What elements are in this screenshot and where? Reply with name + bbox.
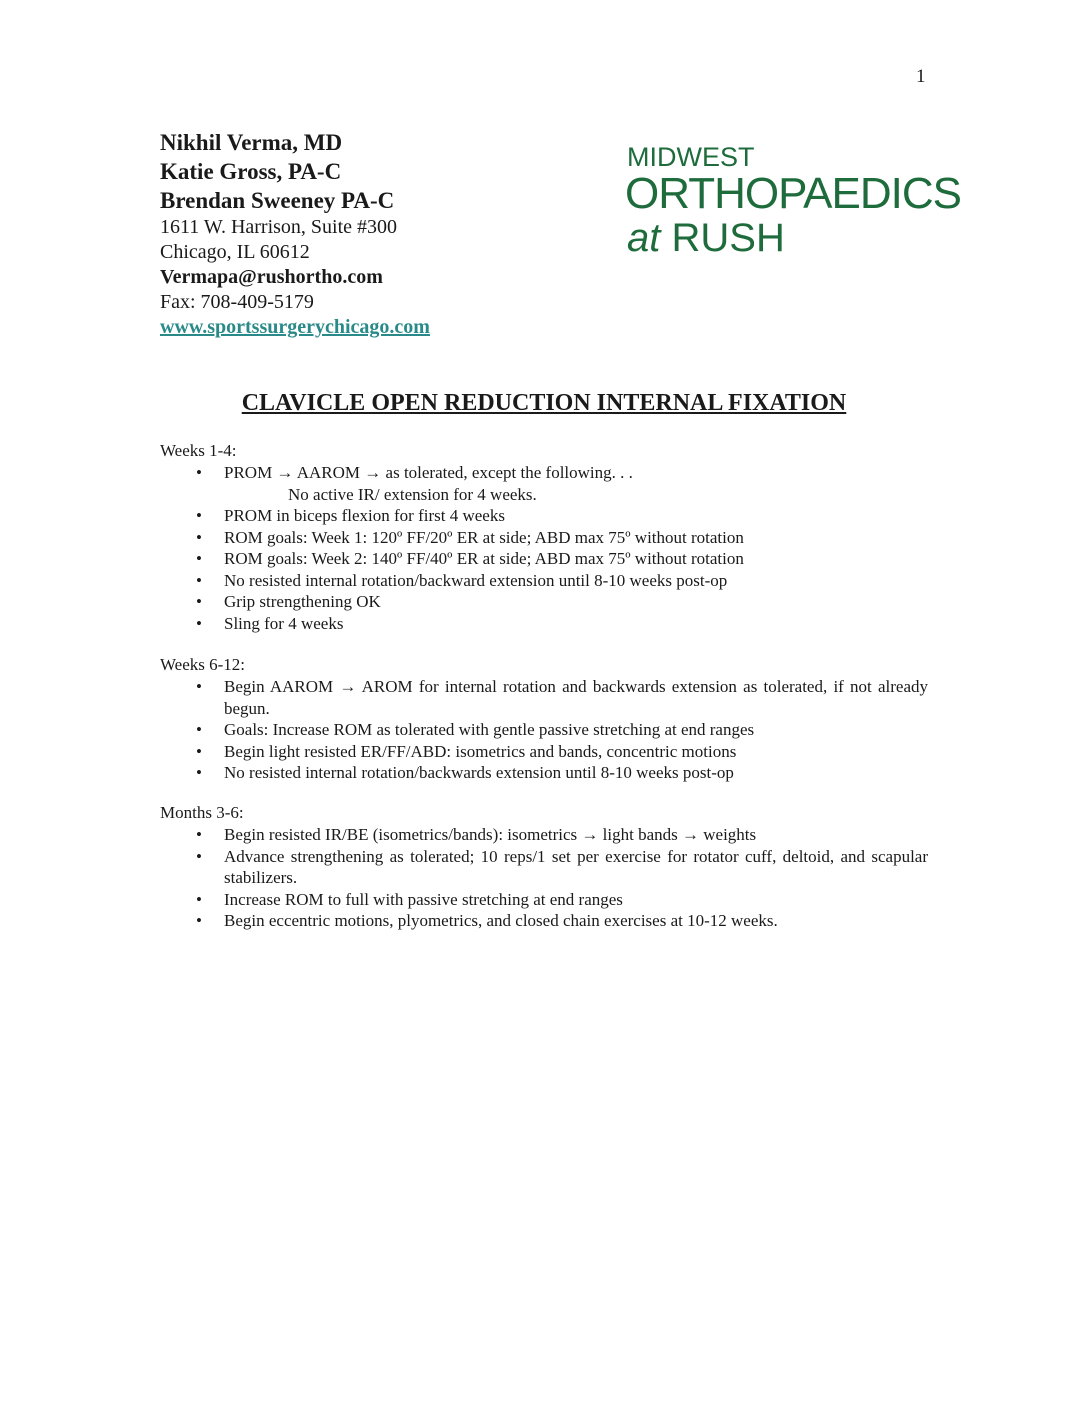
bullet-icon: • [196,463,202,482]
item-text: No resisted internal rotation/backwards extension until 8-10 weeks post-op [224,763,734,782]
title-text: CLAVICLE OPEN REDUCTION INTERNAL FIXATION [241,390,847,416]
contact-block [160,128,430,340]
bullet-list [160,462,928,634]
bullet-icon: • [196,825,202,844]
pa-name-1: Katie Gross, PA-C [160,159,342,184]
item-text: Increase ROM to full with passive stretching at end ranges [224,889,623,909]
section-months-3-6 [160,802,928,932]
logo-rush: RUSH [671,216,785,260]
bullet-icon: • [196,549,202,568]
bullet-icon: • [196,720,202,739]
list-item [160,591,928,613]
bullet-icon: • [196,527,202,547]
item-text: Grip strengthening OK [224,592,381,611]
website-link[interactable]: www.sportssurgerychicago.com [160,316,430,338]
physician-name: Nikhil Verma, MD [160,130,343,155]
item-text: Sling for 4 weeks [224,613,344,633]
list-item [160,910,928,932]
list-item [160,741,928,763]
address-line-1: 1611 W. Harrison, Suite #300 [160,216,398,238]
document-title [0,390,1088,417]
bullet-icon: • [196,846,202,866]
list-item [160,824,928,846]
section-heading: Weeks 1-4: [160,441,237,460]
bullet-list [160,676,928,784]
list-item [160,846,928,889]
section-weeks-6-12 [160,654,928,784]
bullet-icon: • [196,506,202,525]
logo-line-orthopaedics: ORTHOPAEDICS [625,169,961,218]
item-text: Begin eccentric motions, plyometrics, and closed chain exercises at 10-12 weeks. [224,911,778,930]
item-text: No resisted internal rotation/backward extension until 8-10 weeks post-op [224,570,728,590]
list-item [160,613,928,635]
logo-line-midwest: MIDWEST [627,142,755,172]
section-heading: Months 3-6: [160,803,244,822]
logo-line-rush [627,217,961,259]
bullet-icon: • [196,889,202,909]
bullet-icon: • [196,763,202,782]
bullet-icon: • [196,741,202,761]
list-item [160,676,928,719]
bullet-icon: • [196,592,202,611]
item-text: Begin AAROM → AROM for internal rotation and backwards extension as tolerated, if not already begun. [224,677,928,718]
bullet-icon: • [196,570,202,590]
section-heading: Weeks 6-12: [160,655,246,674]
pa-name-2: Brendan Sweeney PA-C [160,188,395,213]
item-text: Begin resisted IR/BE (isometrics/bands): isometrics → light bands → weights [224,825,757,844]
bullet-icon: • [196,911,202,930]
list-item [160,570,928,592]
list-item [160,462,928,505]
item-text: Advance strengthening as tolerated; 10 reps/1 set per exercise for rotator cuff, deltoid, and scapular stabilizers. [224,846,928,887]
list-item [160,889,928,911]
page-number: 1 [916,66,926,87]
logo-at: at [627,216,661,260]
sub-note: No active IR/ extension for 4 weeks. [288,484,537,504]
item-text: Goals: Increase ROM as tolerated with gentle passive stretching at end ranges [224,720,755,739]
list-item [160,762,928,784]
item-text: PROM → AAROM → as tolerated, except the following. . . [224,463,633,482]
list-item [160,527,928,549]
item-text: ROM goals: Week 1: 120º FF/20º ER at side; ABD max 75º without rotation [224,527,744,547]
item-text: Begin light resisted ER/FF/ABD: isometrics and bands, concentric motions [224,741,737,761]
fax-number: Fax: 708-409-5179 [160,291,314,313]
list-item [160,548,928,570]
email-address: Vermapa@rushortho.com [160,266,383,288]
section-weeks-1-4 [160,440,928,634]
list-item [160,719,928,741]
item-text: ROM goals: Week 2: 140º FF/40º ER at side; ABD max 75º without rotation [224,549,744,568]
bullet-icon: • [196,613,202,633]
address-line-2: Chicago, IL 60612 [160,241,310,263]
midwest-orthopaedics-logo [627,143,961,259]
list-item [160,505,928,527]
item-text: PROM in biceps flexion for first 4 weeks [224,506,505,525]
bullet-list [160,824,928,932]
bullet-icon: • [196,677,202,696]
